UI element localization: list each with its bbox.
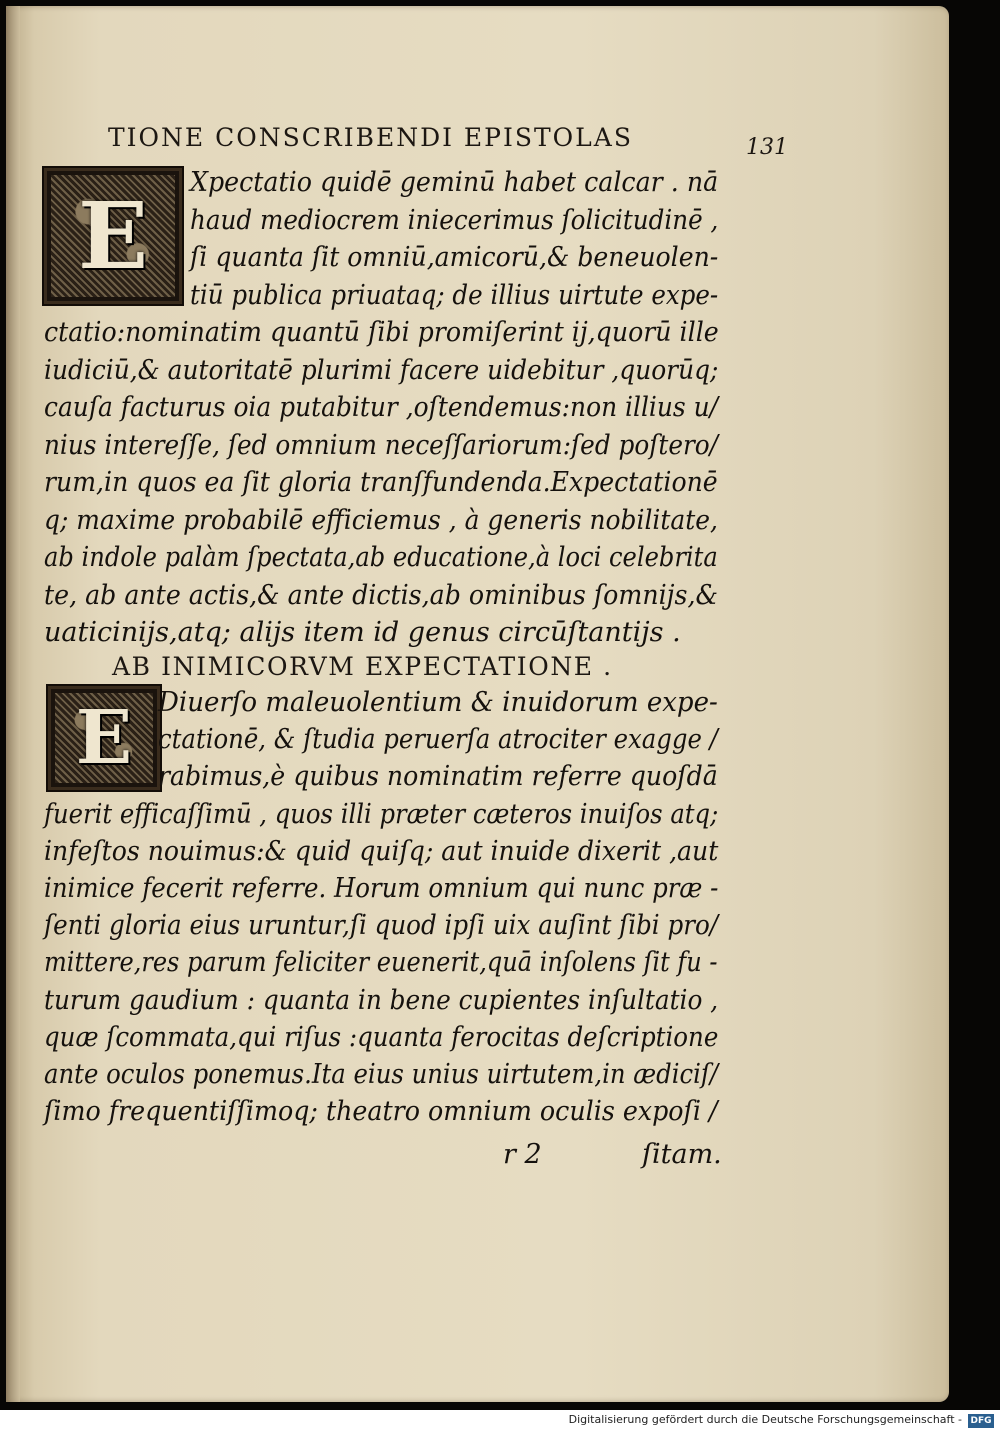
section-heading: AB INIMICORVM EXPECTATIONE . — [112, 652, 613, 681]
text-line: haud mediocrem iniecerimus ſolicitudinē , — [190, 204, 719, 236]
catchword: ſitam. — [642, 1139, 722, 1170]
text-line: Xpectatio quidē geminū habet calcar . nā — [190, 167, 719, 198]
folio-number: 131 — [746, 135, 788, 160]
text-line: ctationē, & ſtudia peruerſa atrociter exagge / — [158, 724, 718, 756]
text-line: inimice fecerit referre. Horum omnium qui nunc præ ‑ — [44, 873, 719, 904]
text-line: ab indole palàm ſpectata,ab educatione,à loci celebrita — [44, 542, 718, 573]
initial-letter: E — [75, 695, 133, 781]
text-line: turum gaudium : quanta in bene cupientes inſultatio , — [44, 984, 719, 1016]
text-line: ſenti gloria eius uruntur,ſi quod ipſi uix auſint ſibi pro/ — [44, 910, 719, 942]
running-head: TIONE CONSCRIBENDI EPISTOLAS — [108, 123, 633, 152]
text-line: ante oculos ponemus.Ita eius unius uirtutem,in ædiciſ/ — [44, 1059, 719, 1090]
text-line: rabimus,è quibus nominatim referre quoſdā — [158, 761, 718, 793]
text-line: rum,in quos ea ſit gloria tranſfundenda.Expectationē — [44, 467, 718, 498]
text-line: Diuerſo maleuolentium & inuidorum expe‑ — [158, 687, 718, 718]
text-line: nius intereſſe, ſed omnium neceſſariorum:ſed poſtero/ — [44, 429, 719, 461]
text-line: mittere,res parum feliciter euenerit,quā inſolens ſit fu ‑ — [44, 947, 718, 979]
signature-mark: r 2 — [503, 1139, 542, 1170]
decorated-initial-2 — [46, 684, 162, 792]
text-line: infeſtos nouimus:& quid quiſq; aut inuide dixerit ,aut — [44, 835, 719, 867]
text-line: ctatio:nominatim quantū ſibi promiſerint ij,quorū ille — [44, 317, 719, 348]
digitization-footer — [0, 1410, 1000, 1433]
text-line: ſi quanta ſit omniū,amicorū,& beneuolen‑ — [190, 242, 719, 273]
text-line: cauſa facturus oia putabitur ,oſtendemus:non illius u/ — [44, 392, 719, 423]
text-line: tiū publica priuataq; de illius uirtute expe‑ — [190, 279, 719, 311]
book-page — [6, 6, 949, 1402]
text-line: uaticinijs,atq; alijs item id genus circūſtantijs . — [44, 617, 681, 648]
dfg-logo: DFG — [968, 1414, 994, 1428]
decorated-initial-1 — [42, 166, 184, 306]
text-line: iudiciū,& autoritatē plurimi facere uidebitur ,quorūq; — [44, 354, 719, 386]
text-line: te, ab ante actis,& ante dictis,ab ominibus ſomnijs,& — [44, 579, 718, 611]
initial-letter: E — [77, 182, 149, 290]
text-line: fuerit efficaſſimū , quos illi præter cæteros inuiſos atq; — [44, 798, 719, 830]
funding-credit: Digitalisierung gefördert durch die Deutsche Forschungsgemeinschaft - — [568, 1413, 962, 1426]
text-line: q; maxime probabilē efficiemus , à generis nobilitate, — [44, 504, 718, 536]
text-line: ſimo frequentiſſimoq; theatro omnium oculis expoſi / — [44, 1096, 718, 1128]
text-line: quæ ſcommata,qui riſus :quanta ferocitas deſcriptione — [44, 1021, 719, 1053]
